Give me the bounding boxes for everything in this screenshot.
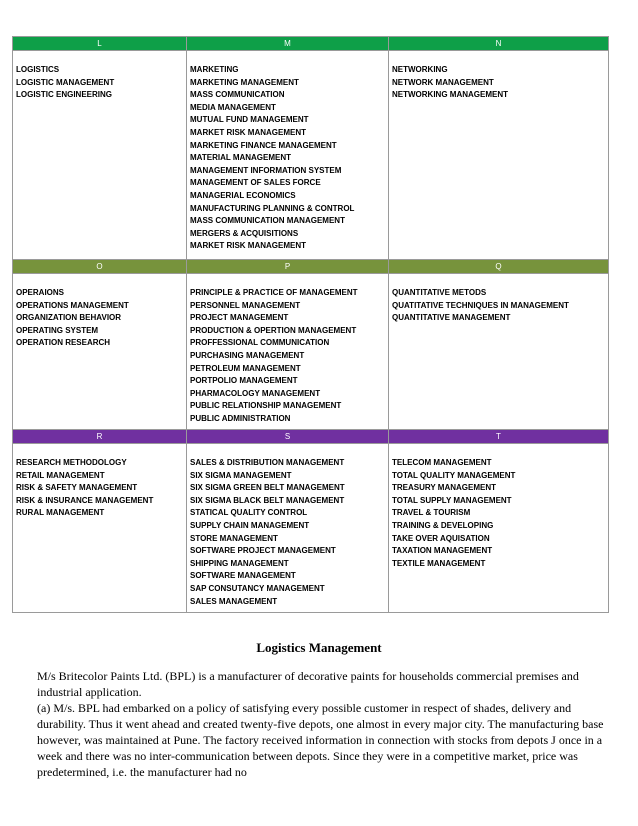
list-item: QUATITATIVE TECHNIQUES IN MANAGEMENT xyxy=(392,300,569,310)
list-item: MANAGEMENT OF SALES FORCE xyxy=(190,178,321,188)
list-item: STORE MANAGEMENT xyxy=(190,533,278,543)
paragraph: M/s Britecolor Paints Ltd. (BPL) is a manufacturer of decorative paints for households commercial premises and industrial application. xyxy=(37,669,579,699)
list-item: RURAL MANAGEMENT xyxy=(16,508,105,518)
column-header-r: R xyxy=(13,430,187,444)
section-header-row xyxy=(13,260,609,274)
list-item: SALES & DISTRIBUTION MANAGEMENT xyxy=(190,458,345,467)
column-header-l: L xyxy=(13,37,187,51)
list-item: MUTUAL FUND MANAGEMENT xyxy=(190,115,309,125)
column-header-o: O xyxy=(13,260,187,274)
list-item: TOTAL QUALITY MANAGEMENT xyxy=(392,470,516,480)
list-item: PROJECT MANAGEMENT xyxy=(190,313,289,323)
list-item: SIX SIGMA GREEN BELT MANAGEMENT xyxy=(190,483,345,493)
list-item: LOGISTIC ENGINEERING xyxy=(16,90,113,100)
list-item: MATERIAL MANAGEMENT xyxy=(190,153,292,163)
column-s-cell xyxy=(187,444,389,613)
document-body xyxy=(37,668,607,780)
list-item: SALES MANAGEMENT xyxy=(190,596,278,606)
column-r-cell xyxy=(13,444,187,613)
column-header-t: T xyxy=(389,430,609,444)
list-item: QUANTITATIVE MANAGEMENT xyxy=(392,313,511,323)
section-body-row xyxy=(13,274,609,430)
specialization-table xyxy=(12,36,609,613)
list-item: MERGERS & ACQUISITIONS xyxy=(190,228,299,238)
list-item: MASS COMMUNICATION MANAGEMENT xyxy=(190,216,345,226)
list-item: NETWORK MANAGEMENT xyxy=(392,77,494,87)
list-item: OPERATIONS MANAGEMENT xyxy=(16,300,129,310)
list-item: MARKET RISK MANAGEMENT xyxy=(190,241,306,251)
list-item: RESEARCH METHODOLOGY xyxy=(16,458,127,467)
list-item: RISK & SAFETY MANAGEMENT xyxy=(16,483,138,493)
list-item: OPERATION RESEARCH xyxy=(16,338,111,348)
list-item: OPERATING SYSTEM xyxy=(16,325,99,335)
list-item: PHARMACOLOGY MANAGEMENT xyxy=(190,388,321,398)
list-item: MANUFACTURING PLANNING & CONTROL xyxy=(190,203,355,213)
list-item: MANAGERIAL ECONOMICS xyxy=(190,190,296,200)
list-item: PUBLIC RELATIONSHIP MANAGEMENT xyxy=(190,401,342,411)
list-item: TRAVEL & TOURISM xyxy=(392,508,471,518)
list-item: TAXATION MANAGEMENT xyxy=(392,546,493,556)
list-item: SOFTWARE PROJECT MANAGEMENT xyxy=(190,546,336,556)
list-item: SHIPPING MANAGEMENT xyxy=(190,558,289,568)
list-item: TEXTILE MANAGEMENT xyxy=(392,558,486,568)
list-item: RETAIL MANAGEMENT xyxy=(16,470,105,480)
column-q-cell xyxy=(389,274,609,430)
list-item: QUANTITATIVE METODS xyxy=(392,288,487,297)
column-m-cell xyxy=(187,51,389,260)
list-item: ORGANIZATION BEHAVIOR xyxy=(16,313,122,323)
list-item: TELECOM MANAGEMENT xyxy=(392,458,492,467)
section-header-row xyxy=(13,37,609,51)
list-item: PRINCIPLE & PRACTICE OF MANAGEMENT xyxy=(190,288,358,297)
list-item: SUPPLY CHAIN MANAGEMENT xyxy=(190,520,310,530)
list-item: PORTPOLIO MANAGEMENT xyxy=(190,376,298,386)
column-n-cell xyxy=(389,51,609,260)
list-item: TOTAL SUPPLY MANAGEMENT xyxy=(392,495,512,505)
paragraph: (a) M/s. BPL had embarked on a policy of satisfying every possible customer in respect of shades, delivery and durability. Thus it went ahead and created twenty-five depots, one almost in every major city. The manufacturing base however, was maintained at Pune. The factory received information in connection with stocks from depots J once in a week and there was no inter-communication between depots. Since they were in a competitive market, price was predetermined, i.e. the manufacturer had no xyxy=(37,701,604,779)
column-header-p: P xyxy=(187,260,389,274)
list-item: SAP CONSUTANCY MANAGEMENT xyxy=(190,583,325,593)
list-item: SIX SIGMA BLACK BELT MANAGEMENT xyxy=(190,495,345,505)
list-item: TREASURY MANAGEMENT xyxy=(392,483,497,493)
list-item: MARKETING MANAGEMENT xyxy=(190,77,299,87)
list-item: SOFTWARE MANAGEMENT xyxy=(190,571,296,581)
column-header-q: Q xyxy=(389,260,609,274)
list-item: MEDIA MANAGEMENT xyxy=(190,102,276,112)
column-header-n: N xyxy=(389,37,609,51)
list-item: NETWORKING MANAGEMENT xyxy=(392,90,508,100)
column-o-cell xyxy=(13,274,187,430)
list-item: MARKETING FINANCE MANAGEMENT xyxy=(190,140,337,150)
list-item: OPERAIONS xyxy=(16,288,65,297)
list-item: RISK & INSURANCE MANAGEMENT xyxy=(16,495,154,505)
list-item: PROFFESSIONAL COMMUNICATION xyxy=(190,338,330,348)
list-item: MARKETING xyxy=(190,65,239,74)
list-item: NETWORKING xyxy=(392,65,448,74)
list-item: LOGISTIC MANAGEMENT xyxy=(16,77,115,87)
list-item: PERSONNEL MANAGEMENT xyxy=(190,300,301,310)
document-title: Logistics Management xyxy=(256,640,382,655)
list-item: TRAINING & DEVELOPING xyxy=(392,520,494,530)
column-header-s: S xyxy=(187,430,389,444)
list-item: LOGISTICS xyxy=(16,65,60,74)
column-p-cell xyxy=(187,274,389,430)
list-item: PETROLEUM MANAGEMENT xyxy=(190,363,301,373)
column-l-cell xyxy=(13,51,187,260)
column-header-m: M xyxy=(187,37,389,51)
list-item: MASS COMMUNICATION xyxy=(190,90,285,100)
section-body-row xyxy=(13,444,609,613)
list-item: PURCHASING MANAGEMENT xyxy=(190,350,305,360)
section-body-row xyxy=(13,51,609,260)
list-item: TAKE OVER AQUISATION xyxy=(392,533,490,543)
list-item: PUBLIC ADMINISTRATION xyxy=(190,413,291,423)
section-header-row xyxy=(13,430,609,444)
list-item: PRODUCTION & OPERTION MANAGEMENT xyxy=(190,325,357,335)
list-item: MANAGEMENT INFORMATION SYSTEM xyxy=(190,165,342,175)
list-item: STATICAL QUALITY CONTROL xyxy=(190,508,308,518)
list-item: SIX SIGMA MANAGEMENT xyxy=(190,470,292,480)
column-t-cell xyxy=(389,444,609,613)
list-item: MARKET RISK MANAGEMENT xyxy=(190,127,306,137)
